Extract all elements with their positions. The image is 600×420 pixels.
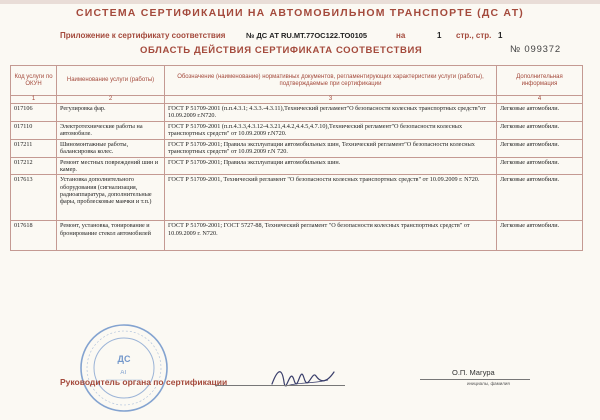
table-row bbox=[11, 140, 583, 158]
na-label: на bbox=[396, 31, 406, 40]
top-edge bbox=[0, 0, 600, 4]
normative-docs: ГОСТ Р 51709-2001 (п.п.4.3.3,4.3.12-4.3.21,4.4.2,4.4.5,4.7.10),Технический регламент"О безопасности колесных транспортных средств" от 10.09.2009 г.N720. bbox=[165, 122, 497, 140]
service-code: 017211 bbox=[11, 140, 57, 158]
scope-title: ОБЛАСТЬ ДЕЙСТВИЯ СЕРТИФИКАТА СООТВЕТСТВИЯ bbox=[140, 45, 423, 56]
normative-docs: ГОСТ Р 51709-2001, Технический регламент "О безопасности колесных транспортных средств" от 10.09.2009 г. N720. bbox=[165, 175, 497, 221]
certificate-number: № ДС АТ RU.МТ.77ОС122.ТО0105 bbox=[246, 31, 368, 40]
pages-total: 1 bbox=[437, 31, 442, 40]
col-number: 3 bbox=[165, 96, 497, 104]
appendix-line bbox=[60, 31, 600, 43]
col-number: 2 bbox=[57, 96, 165, 104]
additional-info: Легковые автомобили. bbox=[497, 122, 583, 140]
system-title: СИСТЕМА СЕРТИФИКАЦИИ НА АВТОМОБИЛЬНОМ ТРАНСПОРТЕ (ДС АТ) bbox=[75, 7, 524, 19]
service-code: 017618 bbox=[11, 221, 57, 251]
doc-number: № 099372 bbox=[510, 44, 561, 55]
col-header-code: Код услуги по ОКУН bbox=[11, 66, 57, 96]
svg-text:ДС: ДС bbox=[117, 354, 131, 364]
signature bbox=[268, 360, 338, 392]
col-number: 1 bbox=[11, 96, 57, 104]
col-number: 4 bbox=[497, 96, 583, 104]
table-row bbox=[11, 221, 583, 251]
page-current: 1 bbox=[498, 31, 503, 40]
signer-caption: инициалы, фамилия bbox=[467, 381, 510, 386]
additional-info: Легковые автомобили. bbox=[497, 140, 583, 158]
service-code: 017106 bbox=[11, 104, 57, 122]
additional-info: Легковые автомобили. bbox=[497, 158, 583, 175]
service-code: 017613 bbox=[11, 175, 57, 221]
table-header-row bbox=[11, 66, 583, 96]
service-name: Установка дополнительного оборудования (сигнализация, радиоаппаратура, дополнительные фары, проблесковые маячки и т.п.) bbox=[57, 175, 165, 221]
normative-docs: ГОСТ Р 51709-2001; Правила эксплуатации автомобильных шин. bbox=[165, 158, 497, 175]
certification-stamp bbox=[78, 322, 170, 414]
col-header-service: Наименование услуги (работы) bbox=[57, 66, 165, 96]
service-name: Шиномонтажные работы, балансировка колес. bbox=[57, 140, 165, 158]
normative-docs: ГОСТ Р 51709-2001; Правила эксплуатации автомобильных шин, Технический регламент"О безопасности колесных транспортных средств" от 10.09.2009 г.N 720. bbox=[165, 140, 497, 158]
appendix-label: Приложение к сертификату соответствия bbox=[60, 31, 226, 40]
service-name: Регулировка фар. bbox=[57, 104, 165, 122]
additional-info: Легковые автомобили. bbox=[497, 221, 583, 251]
normative-docs: ГОСТ Р 51709-2001; ГОСТ 5727-88, Технический регламент "О безопасности колесных транспортных средств" от 10.09.2009 г. N720. bbox=[165, 221, 497, 251]
svg-text:АТ: АТ bbox=[120, 370, 128, 376]
additional-info: Легковые автомобили. bbox=[497, 104, 583, 122]
service-name: Ремонт местных повреждений шин и камер. bbox=[57, 158, 165, 175]
normative-docs: ГОСТ Р 51709-2001 (п.п.4.3.1; 4.3.3.-4.3.11),Технический регламент"О безопасности колесных транспортных средств"от 10.09.2009 г.N720. bbox=[165, 104, 497, 122]
head-label: Руководитель органа по сертификации bbox=[60, 377, 228, 387]
scope-table bbox=[10, 65, 583, 251]
table-row bbox=[11, 104, 583, 122]
additional-info: Легковые автомобили. bbox=[497, 175, 583, 221]
table-row bbox=[11, 122, 583, 140]
service-name: Ремонт, установка, тонирование и бронирование стекол автомобилей bbox=[57, 221, 165, 251]
col-header-info: Дополнительная информация bbox=[497, 66, 583, 96]
table-row bbox=[11, 175, 583, 221]
signer-name: О.П. Магура bbox=[452, 368, 495, 377]
page-label: стр., стр. bbox=[456, 31, 492, 40]
service-code: 017212 bbox=[11, 158, 57, 175]
service-name: Электротехнические работы на автомобиле. bbox=[57, 122, 165, 140]
column-number-row bbox=[11, 96, 583, 104]
signature-line bbox=[215, 385, 345, 386]
table-row bbox=[11, 158, 583, 175]
col-header-docs: Обозначение (наименование) нормативных документов, регламентирующих характеристики услуги (работы), подтверждаемые при сертификации bbox=[165, 66, 497, 96]
signer-underline bbox=[420, 379, 530, 380]
service-code: 017110 bbox=[11, 122, 57, 140]
